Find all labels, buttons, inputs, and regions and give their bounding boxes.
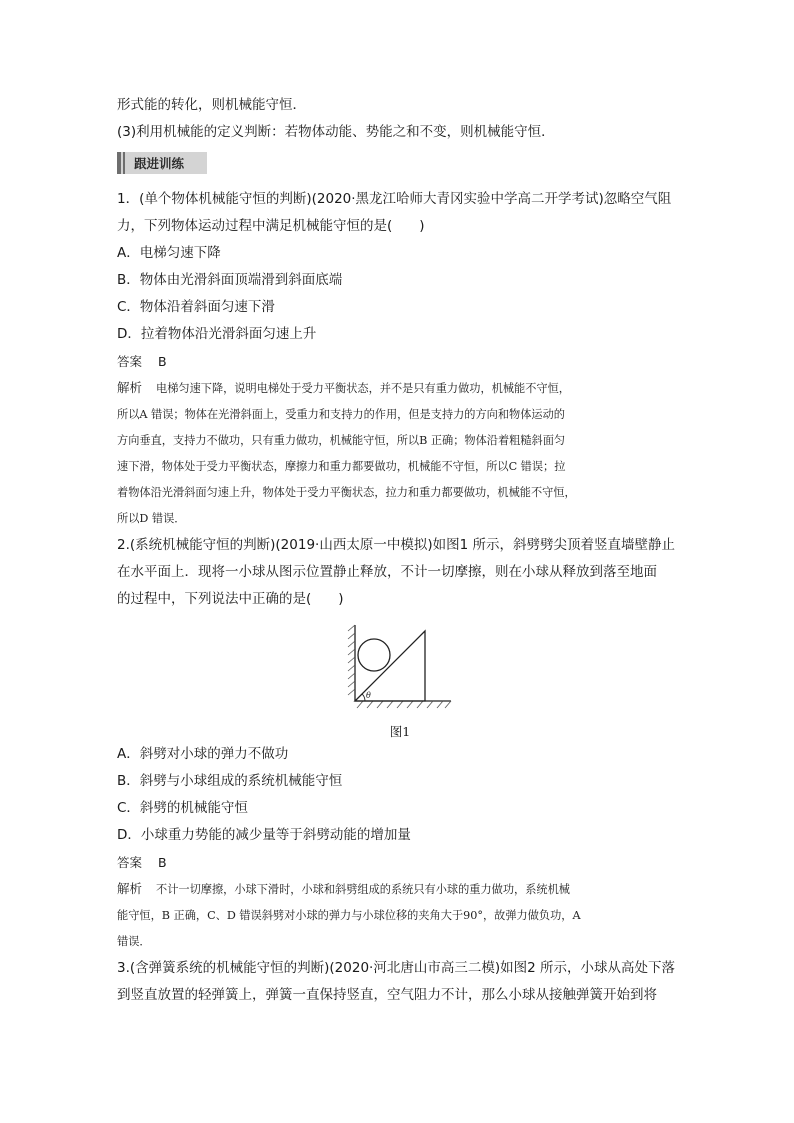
q2-option-b: B．斜劈与小球组成的系统机械能守恒 — [117, 773, 343, 789]
q1-option-c: C．物体沿着斜面匀速下滑 — [117, 299, 275, 315]
q1-option-d: D．拉着物体沿光滑斜面匀速上升 — [117, 326, 317, 342]
ball-shape — [358, 639, 390, 671]
q2-answer-value: B — [158, 855, 167, 870]
q2-stem-line-1: 2.(系统机械能守恒的判断)(2019·山西太原一中模拟)如图1 所示，斜劈劈尖顶着竖直墙壁静止 — [117, 537, 675, 553]
q1-analysis-text-1: 电梯匀速下降，说明电梯处于受力平衡状态，并不是只有重力做功，机械能不守恒， — [156, 382, 570, 395]
section-tag — [117, 152, 207, 174]
q1-option-b: B．物体由光滑斜面顶端滑到斜面底端 — [117, 272, 343, 288]
figure-caption: 图1 — [389, 724, 411, 739]
q1-answer-label: 答案 — [117, 354, 143, 369]
q2-analysis-text-1: 不计一切摩擦，小球下滑时，小球和斜劈组成的系统只有小球的重力做功，系统机械 — [156, 883, 570, 896]
figure-1 — [117, 621, 683, 741]
q2-analysis-label: 解析 — [117, 881, 143, 896]
q2-stem-line-3: 的过程中，下列说法中正确的是( ) — [117, 591, 344, 607]
q2-stem-line-2: 在水平面上．现将一小球从图示位置静止释放，不计一切摩擦，则在小球从释放到落至地面 — [117, 564, 657, 580]
q2-answer — [117, 849, 683, 876]
q1-analysis-line-6: 所以D 错误． — [117, 512, 186, 525]
intro-line-2: (3)利用机械能的定义判断：若物体动能、势能之和不变，则机械能守恒． — [117, 124, 555, 140]
q2-analysis-line-1 — [117, 876, 683, 903]
angle-label: θ — [366, 691, 371, 700]
section-tag-bar — [117, 152, 121, 174]
q3-stem-line-1: 3.(含弹簧系统的机械能守恒的判断)(2020·河北唐山市高三二模)如图2 所示，小球从高处下落 — [117, 960, 675, 976]
section-tag-bar-thin — [123, 152, 125, 174]
q2-analysis-line-2: 能守恒，B 正确，C、D 错误斜劈对小球的弹力与小球位移的夹角大于90°，故弹力做负功，A — [117, 909, 581, 922]
q1-analysis-line-5: 着物体沿光滑斜面匀速上升，物体处于受力平衡状态，拉力和重力都要做功，机械能不守恒， — [117, 486, 576, 499]
q1-analysis-line-3: 方向垂直，支持力不做功，只有重力做功，机械能守恒，所以B 正确；物体沿着粗糙斜面匀 — [117, 434, 566, 447]
q1-analysis-line-4: 速下滑，物体处于受力平衡状态，摩擦力和重力都要做功，机械能不守恒，所以C 错误；拉 — [117, 460, 566, 473]
section-tag-label: 跟进训练 — [134, 156, 185, 171]
q1-answer — [117, 348, 683, 375]
q1-analysis-line-1 — [117, 375, 683, 402]
q1-analysis-label: 解析 — [117, 380, 143, 395]
document-page — [117, 92, 683, 1009]
q2-analysis-line-3: 错误． — [117, 935, 151, 948]
q2-answer-label: 答案 — [117, 855, 143, 870]
q1-stem-line-1: 1．(单个物体机械能守恒的判断)(2020·黑龙江哈师大青冈实验中学高二开学考试)忽略空气阻 — [117, 191, 672, 207]
wedge-ball-diagram — [345, 621, 455, 713]
q3-stem-line-2: 到竖直放置的轻弹簧上，弹簧一直保持竖直，空气阻力不计，那么小球从接触弹簧开始到将 — [117, 987, 657, 1003]
q2-option-a: A．斜劈对小球的弹力不做功 — [117, 746, 289, 762]
q1-option-a: A．电梯匀速下降 — [117, 245, 221, 261]
intro-line-1: 形式能的转化，则机械能守恒． — [117, 97, 306, 113]
q1-analysis-line-2: 所以A 错误；物体在光滑斜面上，受重力和支持力的作用，但是支持力的方向和物体运动的 — [117, 408, 565, 421]
q1-stem-line-2: 力，下列物体运动过程中满足机械能守恒的是( ) — [117, 218, 425, 234]
q1-answer-value: B — [158, 354, 167, 369]
q2-option-d: D．小球重力势能的减少量等于斜劈动能的增加量 — [117, 827, 411, 843]
q2-option-c: C．斜劈的机械能守恒 — [117, 800, 248, 816]
